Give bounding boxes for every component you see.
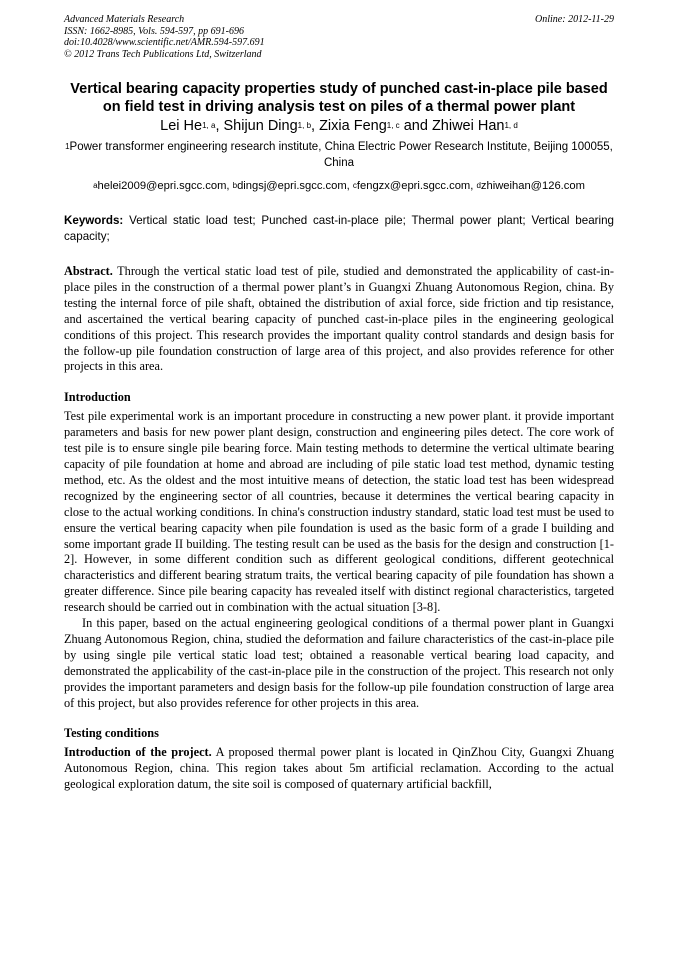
- author-sup: 1, d: [504, 121, 518, 130]
- author-sup: 1, a: [202, 121, 216, 130]
- abstract-label: Abstract.: [64, 264, 113, 278]
- author-name: Zixia Feng: [319, 118, 387, 134]
- paragraph: Test pile experimental work is an important procedure in constructing a new power plant. it provide important parameters and basis for new power plant design, construction and engineering piles detect. The core work of test pile is to ensure single pile bearing force. Main testing methods to determine the vertical ultimate bearing capacity of pile foundation at home and abroad are including of pile static load test method, dynamic testing method, etc. As the oldest and the most intuitive means of detection, the static load test has been widespread recognized by the engineering sector of all countries, because it determines the vertical bearing capacity in close to the actual working conditions. In china's construction industry standard, static load test must be used to ensure the vertical bearing capacity when pile foundation is used as the basic form of a grade I building and some important grade II building. The testing result can be used as the basis for the design and construction [1-2]. However, in some different condition such as different geological conditions, different geotechnical characteristics and different bearing stratum traits, the vertical bearing capacity of pile foundation has shown a greater difference. Since pile bearing capacity has revealed itself with distinct regional characteristics, targeted research should be carried out in combination with the actual situation [3-8].: [64, 409, 614, 615]
- email-sup: d: [476, 181, 481, 190]
- email-list: [64, 179, 614, 194]
- author-sup: 1, b: [297, 121, 312, 130]
- section-heading-introduction: Introduction: [64, 390, 131, 405]
- affiliation-sup: 1: [65, 142, 70, 151]
- online-date: Online: 2012-11-29: [535, 14, 614, 25]
- keywords: [64, 213, 614, 244]
- section-heading-testing-conditions: Testing conditions: [64, 726, 159, 741]
- author-name: Zhiwei Han: [431, 118, 505, 134]
- keywords-text: Vertical static load test; Punched cast-in-place pile; Thermal power plant; Vertical bearing capacity;: [64, 214, 614, 243]
- email-address[interactable]: fengzx@epri.sgcc.com,: [356, 180, 477, 192]
- issn-line: ISSN: 1662-8985, Vols. 594-597, pp 691-696: [64, 25, 244, 37]
- email-address[interactable]: dingsj@epri.sgcc.com,: [237, 180, 353, 192]
- affiliation-text: Power transformer engineering research institute, China Electric Power Research Institute, Beijing 100055, China: [69, 141, 613, 169]
- paragraph: In this paper, based on the actual engineering geological conditions of a thermal power plant in Guangxi Zhuang Autonomous Region, china, studied the deformation and failure characteristics of the cast-in-place pile by using single pile vertical static load test; obtained a reasonable vertical bearing load capacity, and demonstrated the applicability of the cast-in-place pile in the construction of the project. This research not only provides the important parameters and design basis for the follow-up pile foundation construction of large area of this project, but also provides reference for other projects in this area.: [64, 616, 614, 710]
- author-list: [64, 118, 614, 135]
- email-sup: a: [93, 181, 98, 190]
- subsection-label: Introduction of the project.: [64, 745, 212, 760]
- paper-title: Vertical bearing capacity properties study of punched cast-in-place pile based on field test in driving analysis test on piles of a thermal power plant: [70, 81, 608, 115]
- introduction-section: [64, 409, 614, 711]
- email-address[interactable]: helei2009@epri.sgcc.com,: [97, 180, 233, 192]
- author-name: Shijun Ding: [223, 118, 298, 134]
- author-name: Lei He: [160, 118, 203, 134]
- paragraph-text: A proposed thermal power plant is located in QinZhou City, Guangxi Zhuang Autonomous Region, china. This region takes about 5m artificial reclamation. According to the actual geological exploration datum, the site soil is composed of quaternary artificial backfill,: [64, 745, 614, 792]
- author-separator: ,: [215, 118, 224, 134]
- doi-line: doi:10.4028/www.scientific.net/AMR.594-597.691: [64, 37, 265, 48]
- author-sup: 1, c: [386, 121, 400, 130]
- copyright-line: © 2012 Trans Tech Publications Ltd, Switzerland: [64, 48, 262, 60]
- author-separator: ,: [311, 118, 320, 134]
- affiliation: [64, 140, 614, 171]
- keywords-label: Keywords:: [64, 214, 124, 227]
- abstract: [64, 264, 614, 375]
- journal-header: [64, 14, 614, 60]
- journal-name: Advanced Materials Research: [64, 14, 185, 25]
- abstract-text: Through the vertical static load test of pile, studied and demonstrated the applicability of cast-in-place piles in the construction of a thermal power plant’s in Guangxi Zhuang Autonomous Region, china. By testing the internal force of pile shaft, obtained the distribution of axial force, side friction and tip resistance, and ascertained the vertical bearing capacity of punched cast-in-place piles in the engineering geological conditions of this project. This research provides the important quality control standards and design basis for the follow-up pile foundation construction of large area of this project, and also provides reference for other projects in this area.: [64, 264, 614, 374]
- email-address[interactable]: zhiweihan@126.com: [480, 180, 585, 192]
- testing-section: [64, 745, 614, 793]
- email-sup: b: [232, 181, 238, 190]
- author-separator: and: [399, 118, 432, 134]
- email-sup: c: [352, 181, 357, 190]
- paper-page: [64, 14, 614, 793]
